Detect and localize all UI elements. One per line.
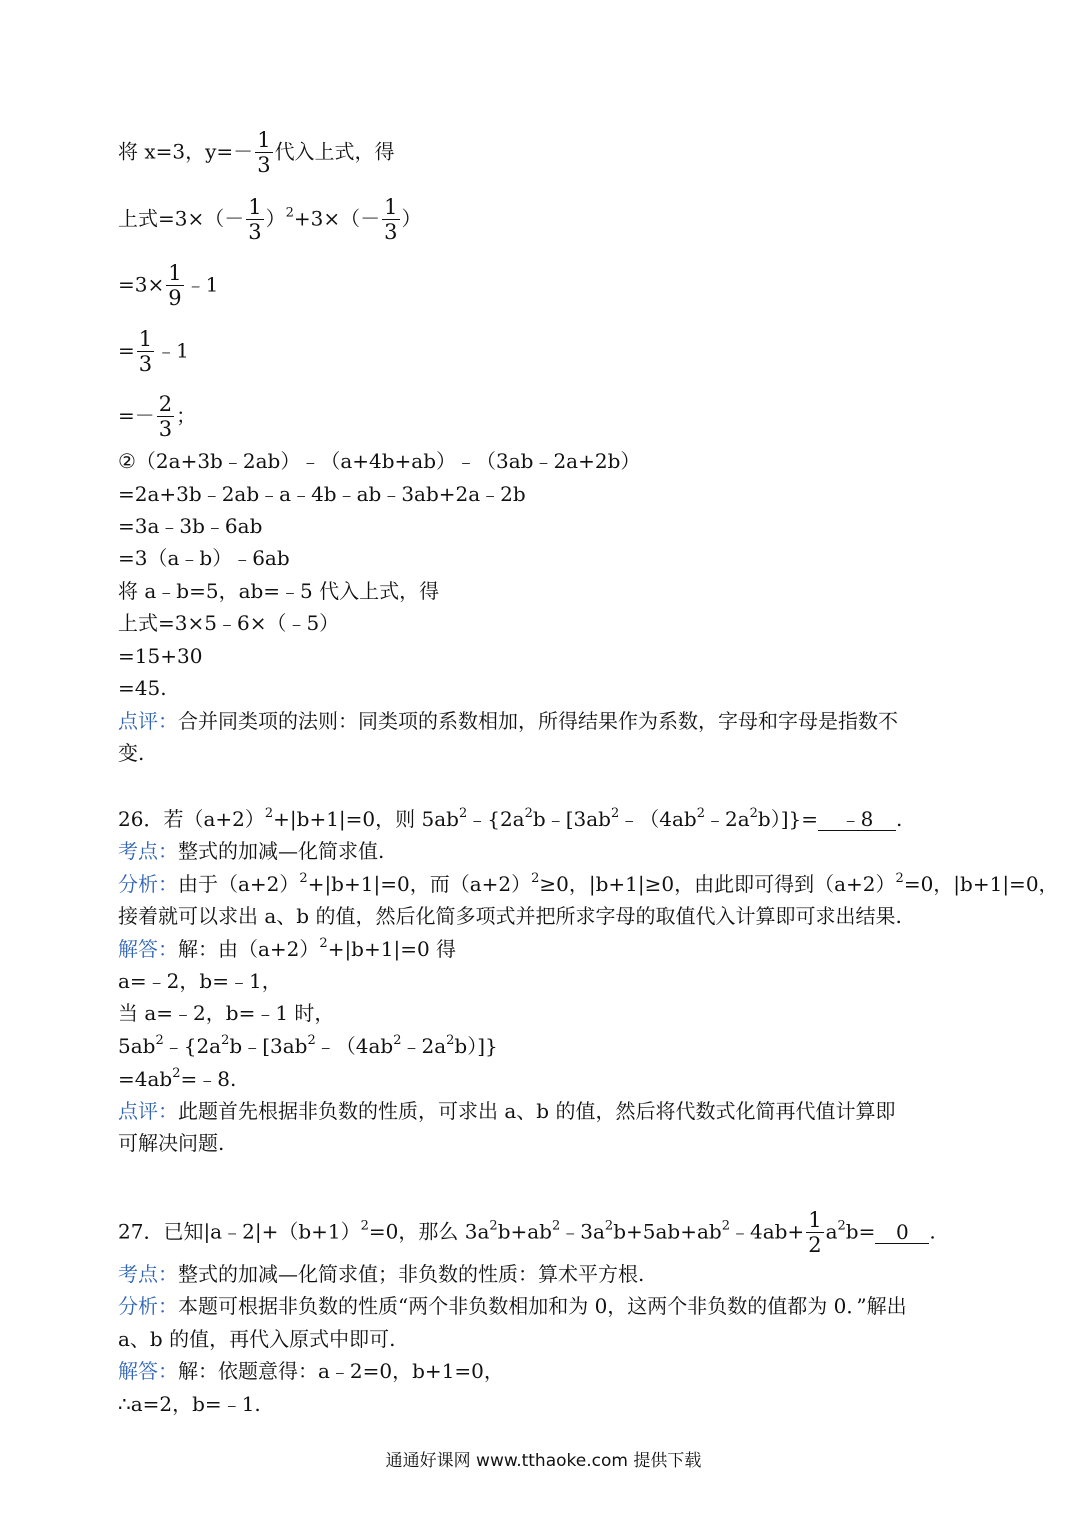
label-jieda: 解答： <box>118 937 178 961</box>
fraction: $\frac{1}{3}$ <box>138 327 153 376</box>
fraction: $\frac{1}{3}$ <box>248 195 262 244</box>
jieda-line: 解答：解：由$(a+2)^2+|b+1|=0$ 得 <box>118 936 457 961</box>
line-expression-4: =－ $\frac{2}{3}$ ； <box>118 392 197 441</box>
fenxi-line: 分析：由于$(a+2)^2+|b+1|=0$，而$(a+2)^2\ge 0$，|b+1|≥0，由此即可得到$(a+2)^2=0$，|b+1|=0， <box>118 871 1059 896</box>
line-step: ∴a=2，b=﹣1. <box>118 1392 261 1416</box>
answer-blank: ﹣8 <box>818 808 896 831</box>
line-step: 将 a﹣b=5，ab=﹣5 代入上式，得 <box>118 579 440 603</box>
question-27: 27．已知$|a﹣2|+(b+1)^2=0$，那么 $3a^2b+ab^2﹣3a^2b+5ab+ab^2﹣4ab+$ $\frac{1}{2}$ $a^2b= 0$ . <box>118 1208 936 1257</box>
question-26: 26．若$(a+2)^2+|b+1|=0$，则 $5ab^2﹣\{2a^2b﹣[3ab^2﹣(4ab^2﹣2a^2b)]\}=$ ﹣8 . <box>118 806 903 831</box>
label-dianping: 点评： <box>118 1099 178 1123</box>
line-step: =15+30 <box>118 644 203 668</box>
line-step: a=﹣2，b=﹣1， <box>118 969 282 993</box>
label-dianping: 点评： <box>118 709 178 733</box>
fraction: $\frac{1}{3}$ <box>257 128 271 177</box>
line-substitute-xy: 将 x=3，y=－ $\frac{1}{3}$ 代入上式，得 <box>118 128 395 177</box>
label-fenxi: 分析： <box>118 1294 178 1318</box>
kaodian-line: 考点：整式的加减—化简求值. <box>118 839 385 863</box>
line-expression-3: = $\frac{1}{3}$ ﹣1 <box>118 327 189 376</box>
line-expression-1: 上式=3×（－ $\frac{1}{3}$ ）$^2$+3×（－ $\frac{1}{3}$ ） <box>118 195 422 244</box>
line-step: =3a﹣3b﹣6ab <box>118 514 263 538</box>
fraction: $\frac{1}{9}$ <box>168 261 182 310</box>
comment-line: 点评：合并同类项的法则：同类项的系数相加，所得结果作为系数，字母和字母是指数不 <box>118 709 898 733</box>
comment-line: 点评：此题首先根据非负数的性质，可求出 a、b 的值，然后将代数式化简再代值计算即 <box>118 1099 896 1123</box>
kaodian-line: 考点：整式的加减—化简求值；非负数的性质：算术平方根. <box>118 1262 645 1286</box>
fenxi-line: a、b 的值，再代入原式中即可. <box>118 1327 396 1351</box>
line-step: 当 a=﹣2，b=﹣1 时， <box>118 1001 335 1025</box>
line-step: $=4ab^2=﹣8$. <box>118 1066 237 1091</box>
line-step: =2a+3b﹣2ab﹣a﹣4b﹣ab﹣3ab+2a﹣2b <box>118 482 526 506</box>
fenxi-line: 分析：本题可根据非负数的性质“两个非负数相加和为 0，这两个非负数的值都为 0．”解出 <box>118 1294 907 1318</box>
line-step: =3（a﹣b）﹣6ab <box>118 546 290 570</box>
line-part-2: ②（2a+3b﹣2ab）﹣（a+4b+ab）﹣（3ab﹣2a+2b） <box>118 449 641 473</box>
fraction: $\frac{1}{2}$ <box>808 1208 822 1257</box>
fenxi-line: 接着就可以求出 a、b 的值，然后化简多项式并把所求字母的取值代入计算即可求出结果. <box>118 904 902 928</box>
answer-blank: 0 <box>875 1221 929 1244</box>
comment-line: 可解决问题. <box>118 1131 225 1155</box>
fraction: $\frac{2}{3}$ <box>158 392 173 441</box>
comment-line: 变. <box>118 741 145 765</box>
label-kaodian: 考点： <box>118 1262 178 1286</box>
line-step: =45. <box>118 676 167 700</box>
line-step: 上式=3×5﹣6×（﹣5） <box>118 611 340 635</box>
line-expression-2: =3× $\frac{1}{9}$ ﹣1 <box>118 261 219 310</box>
label-jieda: 解答： <box>118 1359 178 1383</box>
page-footer: 通通好课网 www.tthaoke.com 提供下载 <box>385 1451 702 1471</box>
jieda-line: 解答：解：依题意得：a﹣2=0，b+1=0， <box>118 1359 504 1383</box>
fraction: $\frac{1}{3}$ <box>384 195 398 244</box>
line-step: $5ab^2﹣\{2a^2b﹣[3ab^2﹣(4ab^2﹣2a^2b)]\}$ <box>118 1033 498 1058</box>
label-fenxi: 分析： <box>118 872 178 896</box>
label-kaodian: 考点： <box>118 839 178 863</box>
